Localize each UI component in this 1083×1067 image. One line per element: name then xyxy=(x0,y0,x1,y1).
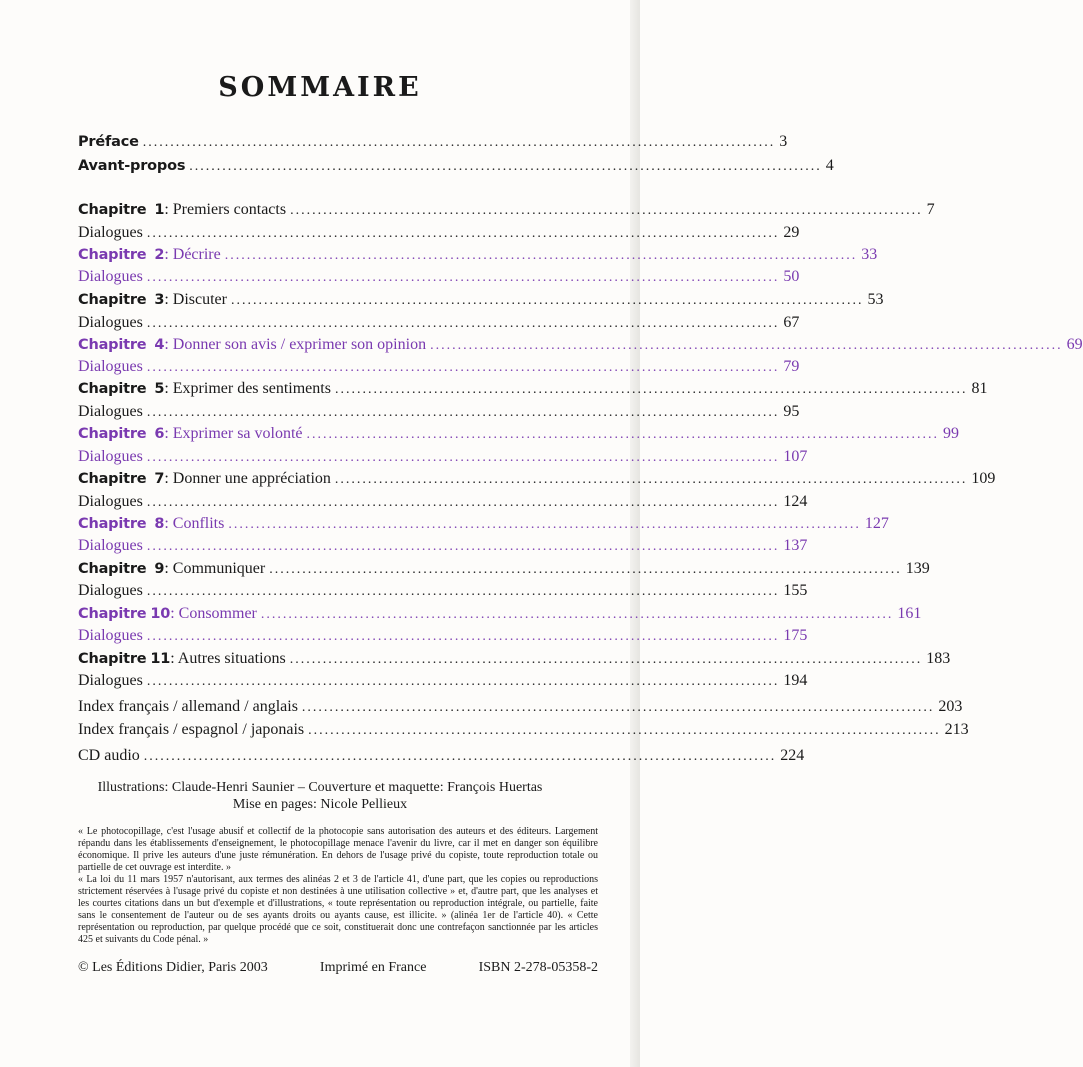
page-number: 139 xyxy=(905,560,930,577)
toc-row-chapter[interactable]: Chapitre 9: Communiquer ................................................................................................................... 139 xyxy=(78,558,596,580)
chapter-keyword: Chapitre xyxy=(78,337,147,353)
chapter-keyword: Chapitre xyxy=(78,471,147,487)
chapter-title: Consommer xyxy=(178,605,257,622)
chapter-keyword: Chapitre xyxy=(78,561,147,577)
dialogues-label: Dialogues xyxy=(78,448,143,465)
leader-dots: ................................................................................................................... xyxy=(224,248,858,263)
leader-dots: ................................................................................................................... xyxy=(146,316,780,331)
page-number: 194 xyxy=(783,672,808,689)
chapter-title: Décrire xyxy=(172,246,221,263)
toc-label: Index français / allemand / anglais xyxy=(78,698,298,715)
leader-dots: ................................................................................................................... xyxy=(230,293,864,308)
chapter-number: 9 xyxy=(154,561,165,577)
page-number: 183 xyxy=(926,650,951,667)
isbn: ISBN 2-278-05358-2 xyxy=(478,960,598,975)
chapter-title: Exprimer des sentiments xyxy=(172,380,331,397)
credits-line-1: Illustrations: Claude-Henri Saunier – Couverture et maquette: François Huertas xyxy=(97,780,543,795)
leader-dots: ................................................................................................................... xyxy=(308,723,941,738)
toc-row-chapter[interactable]: Chapitre 11: Autres situations ................................................................................................................... 183 xyxy=(78,648,596,670)
leader-dots: ................................................................................................................... xyxy=(146,584,780,599)
page-number: 79 xyxy=(783,358,800,375)
toc-row-chapter[interactable]: Chapitre 4: Donner son avis / exprimer son opinion ................................................................................................................... 69 xyxy=(78,334,596,356)
toc-row-preface[interactable] xyxy=(78,131,788,153)
leader-dots: ................................................................................................................... xyxy=(146,226,780,241)
page-title: SOMMAIRE xyxy=(218,72,422,103)
toc-row-dialogues[interactable] xyxy=(78,580,808,602)
leader-dots: ................................................................................................................... xyxy=(146,495,780,510)
credits-line-2: Mise en pages: Nicole Pellieux xyxy=(232,797,408,812)
toc-row-dialogues[interactable] xyxy=(78,535,808,557)
toc-row-chapter[interactable]: Chapitre 6: Exprimer sa volonté ................................................................................................................... 99 xyxy=(78,423,596,445)
leader-dots: ................................................................................................................... xyxy=(301,700,935,715)
chapter-number: 6 xyxy=(154,426,165,442)
page-number: 99 xyxy=(943,425,960,442)
toc-row-chapter[interactable]: Chapitre 7: Donner une appréciation ................................................................................................................... 109 xyxy=(78,468,596,490)
page-number: 53 xyxy=(867,291,884,308)
chapter-title: Premiers contacts xyxy=(172,201,287,218)
leader-dots: ................................................................................................................... xyxy=(146,450,780,465)
legal-paragraph: « Le photocopillage, c'est l'usage abusif et collectif de la photocopie sans autorisation des auteurs et des éditeurs. Largement répandu dans les établissements d'enseignement, le photocopillage menace l'avenir du livre, car il met en danger son équilibre économique. Il prive les auteurs d'une juste rémunération. En dehors de l'usage privé du copiste, toute reproduction totale ou partielle de cet ouvrage est interdite. » xyxy=(78,826,598,873)
page-number: 161 xyxy=(897,605,922,622)
toc-row-dialogues[interactable] xyxy=(78,312,800,334)
printed-in: Imprimé en France xyxy=(319,960,427,975)
toc-label: CD audio xyxy=(78,747,140,764)
dialogues-label: Dialogues xyxy=(78,314,143,331)
toc-row-chapter[interactable]: Chapitre 8: Conflits ................................................................................................................... 127 xyxy=(78,513,596,535)
page-number: 29 xyxy=(783,224,800,241)
chapter-number: 8 xyxy=(154,516,165,532)
toc-row-dialogues[interactable] xyxy=(78,446,808,468)
page-number: 203 xyxy=(938,698,963,715)
dialogues-label: Dialogues xyxy=(78,224,143,241)
toc-row-dialogues[interactable] xyxy=(78,625,808,647)
chapter-number: 5 xyxy=(154,381,165,397)
page-number: 124 xyxy=(783,493,808,510)
page-number: 81 xyxy=(971,380,988,397)
toc-row-dialogues[interactable] xyxy=(78,222,800,244)
chapter-number: 11 xyxy=(150,651,171,667)
chapter-title: Donner une appréciation xyxy=(172,470,331,487)
toc-label: Avant-propos xyxy=(78,158,186,174)
page-number: 95 xyxy=(783,403,800,420)
chapter-keyword: Chapitre xyxy=(78,426,147,442)
toc-row-dialogues[interactable] xyxy=(78,491,808,513)
dialogues-label: Dialogues xyxy=(78,493,143,510)
leader-dots: ................................................................................................................... xyxy=(289,652,923,667)
page-number: 127 xyxy=(864,515,889,532)
page-number: 4 xyxy=(825,157,834,174)
dialogues-label: Dialogues xyxy=(78,672,143,689)
chapter-title: Donner son avis / exprimer son opinion xyxy=(172,336,427,353)
leader-dots: ................................................................................................................... xyxy=(146,270,780,285)
page-number: 213 xyxy=(944,721,969,738)
chapter-title: Discuter xyxy=(172,291,227,308)
leader-dots: ................................................................................................................... xyxy=(306,427,940,442)
chapter-keyword: Chapitre xyxy=(78,516,147,532)
chapter-keyword: Chapitre xyxy=(78,606,147,622)
copyright: © Les Éditions Didier, Paris 2003 xyxy=(78,960,268,975)
toc-row-chapter[interactable]: Chapitre 5: Exprimer des sentiments ................................................................................................................... 81 xyxy=(78,378,596,400)
chapter-keyword: Chapitre xyxy=(78,651,147,667)
leader-dots: ................................................................................................................... xyxy=(146,405,780,420)
dialogues-label: Dialogues xyxy=(78,582,143,599)
toc-row-dialogues[interactable] xyxy=(78,356,800,378)
toc-label: Index français / espagnol / japonais xyxy=(78,721,305,738)
toc-row-chapter[interactable]: Chapitre 3: Discuter ................................................................................................................... 53 xyxy=(78,289,596,311)
page-number: 109 xyxy=(971,470,996,487)
toc-label: Préface xyxy=(78,134,139,150)
toc-row-chapter[interactable]: Chapitre 2: Décrire ................................................................................................................... 33 xyxy=(78,244,596,266)
dialogues-label: Dialogues xyxy=(78,268,143,285)
leader-dots: ................................................................................................................... xyxy=(142,135,776,150)
page-number: 155 xyxy=(783,582,808,599)
chapter-title: Exprimer sa volonté xyxy=(172,425,303,442)
page-number: 7 xyxy=(926,201,935,218)
chapter-number: 3 xyxy=(154,292,165,308)
toc-row-chapter[interactable]: Chapitre 10: Consommer ................................................................................................................... 161 xyxy=(78,603,596,625)
leader-dots: ................................................................................................................... xyxy=(269,562,902,577)
leader-dots: ................................................................................................................... xyxy=(146,629,780,644)
page-number: 224 xyxy=(780,747,805,764)
chapter-keyword: Chapitre xyxy=(78,292,147,308)
page-number: 33 xyxy=(861,246,878,263)
toc-row-cd-audio[interactable] xyxy=(78,745,805,767)
page-number: 107 xyxy=(783,448,808,465)
toc-row-dialogues[interactable] xyxy=(78,670,808,692)
chapter-number: 10 xyxy=(150,606,171,622)
leader-dots: ................................................................................................................... xyxy=(334,472,968,487)
page-number: 67 xyxy=(783,314,800,331)
chapter-keyword: Chapitre xyxy=(78,247,147,263)
leader-dots: ................................................................................................................... xyxy=(290,203,923,218)
leader-dots: ................................................................................................................... xyxy=(146,360,780,375)
chapter-number: 2 xyxy=(154,247,165,263)
toc-row-dialogues[interactable] xyxy=(78,401,800,423)
page-number: 3 xyxy=(779,133,788,150)
leader-dots: ................................................................................................................... xyxy=(143,749,777,764)
chapter-number: 7 xyxy=(154,471,165,487)
leader-dots: ................................................................................................................... xyxy=(146,539,780,554)
footer xyxy=(78,960,598,976)
toc-row-index-allemand-anglais[interactable] xyxy=(78,696,963,718)
legal-paragraph: « La loi du 11 mars 1957 n'autorisant, aux termes des alinéas 2 et 3 de l'article 41, d'une part, que les copies ou reproductions strictement réservées à l'usage privé du copiste et non destinées à une utilisation collective » et, d'autre part, que les analyses et les courtes citations dans un but d'exemple et d'illustrations, « toute représentation ou reproduction intégrale, ou partielle, faite sans le consentement de l'auteur ou de ses ayants droits ou ayants cause, est illicite. » (alinéa 1er de l'article 40). « Cette représentation ou reproduction, par quelque procédé que ce soit, constituerait donc une contrefaçon sanctionnée par les articles 425 et suivants du Code pénal. » xyxy=(78,874,598,945)
chapter-title: Communiquer xyxy=(172,560,266,577)
chapter-title: Autres situations xyxy=(177,650,286,667)
dialogues-label: Dialogues xyxy=(78,627,143,644)
leader-dots: ................................................................................................................... xyxy=(228,517,861,532)
page-number: 175 xyxy=(783,627,808,644)
leader-dots: ................................................................................................................... xyxy=(260,607,894,622)
chapter-keyword: Chapitre xyxy=(78,202,147,218)
chapter-keyword: Chapitre xyxy=(78,381,147,397)
leader-dots: ................................................................................................................... xyxy=(146,674,780,689)
page-number: 69 xyxy=(1066,336,1083,353)
leader-dots: ................................................................................................................... xyxy=(430,338,1063,353)
page-number: 50 xyxy=(783,268,800,285)
toc-row-dialogues[interactable] xyxy=(78,266,800,288)
chapter-number: 1 xyxy=(154,202,165,218)
chapter-title: Conflits xyxy=(172,515,225,532)
dialogues-label: Dialogues xyxy=(78,358,143,375)
dialogues-label: Dialogues xyxy=(78,403,143,420)
leader-dots: ................................................................................................................... xyxy=(334,382,968,397)
toc-row-avant-propos[interactable] xyxy=(78,155,834,177)
dialogues-label: Dialogues xyxy=(78,537,143,554)
chapter-number: 4 xyxy=(154,337,165,353)
toc-row-index-espagnol-japonais[interactable] xyxy=(78,719,969,741)
leader-dots: ................................................................................................................... xyxy=(189,159,822,174)
page-number: 137 xyxy=(783,537,808,554)
toc-row-chapter[interactable]: Chapitre 1: Premiers contacts ................................................................................................................... 7 xyxy=(78,199,596,221)
legal-notice xyxy=(78,826,598,946)
